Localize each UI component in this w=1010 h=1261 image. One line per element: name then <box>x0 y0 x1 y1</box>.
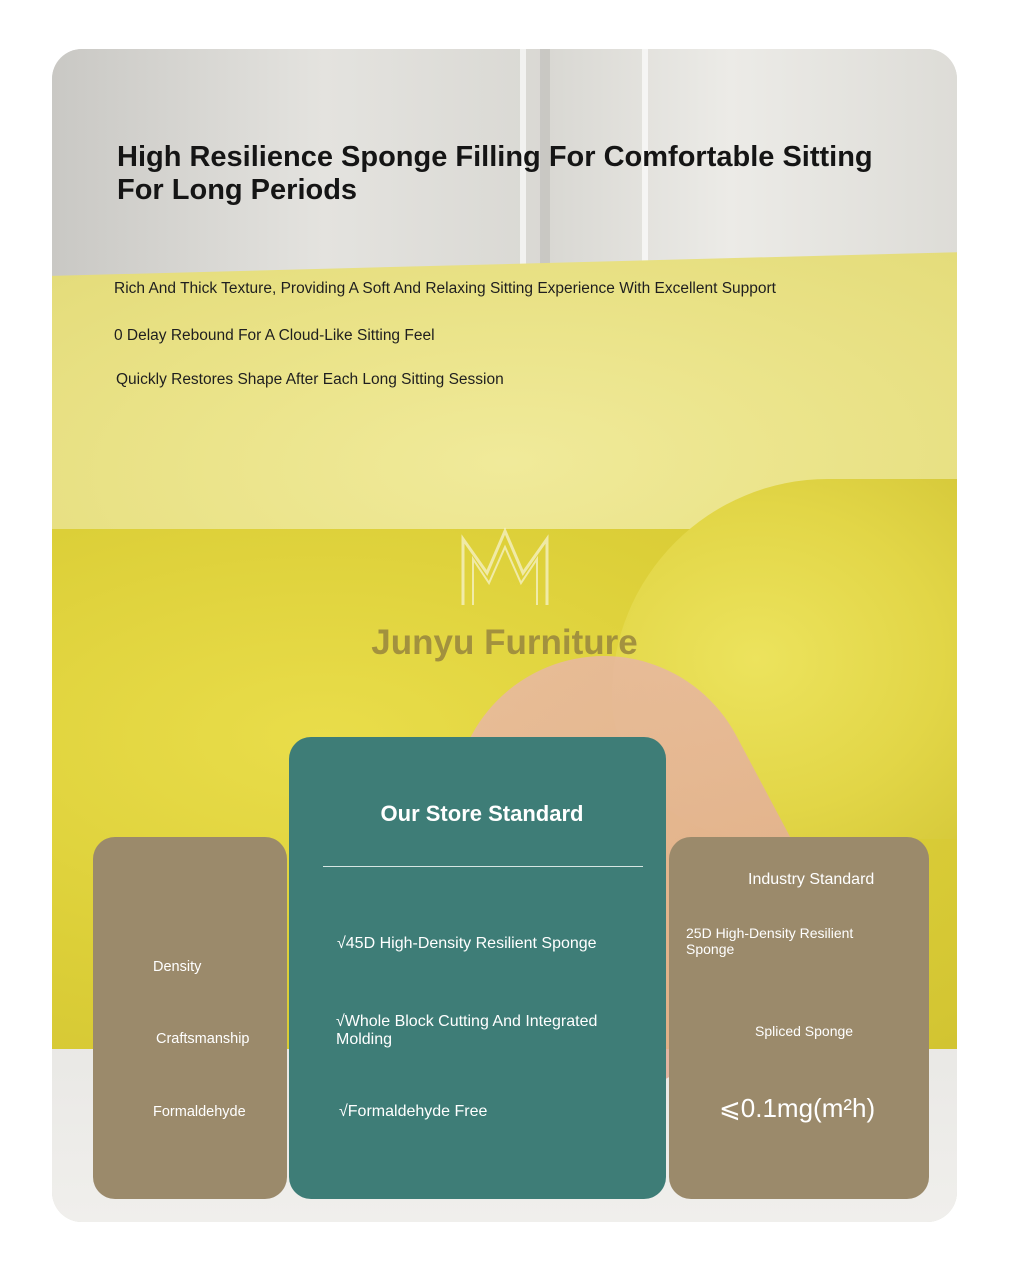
industry-item-formaldehyde: ⩽0.1mg(m²h) <box>719 1093 876 1123</box>
feature-text: Rich And Thick Texture, Providing A Soft And Relaxing Sitting Experience With Excellent Support <box>114 280 776 297</box>
store-item-density: √45D High-Density Resilient Sponge <box>337 935 597 952</box>
store-item-formaldehyde: √Formaldehyde Free <box>339 1103 488 1120</box>
criteria-column <box>93 837 287 1199</box>
divider <box>323 866 643 867</box>
industry-item-density: 25D High-Density Resilient Sponge <box>686 925 854 957</box>
store-standard-heading: Our Store Standard <box>380 801 584 826</box>
industry-standard-column <box>669 837 929 1199</box>
page-title: High Resilience Sponge Filling For Comfortable Sitting For Long Periods <box>117 141 873 206</box>
feature-text: 0 Delay Rebound For A Cloud-Like Sitting Feel <box>114 327 435 344</box>
criteria-label-craftsmanship: Craftsmanship <box>156 1031 250 1047</box>
product-feature-card <box>52 49 957 1222</box>
crown-logo-icon <box>457 525 553 609</box>
brand-watermark: Junyu Furniture <box>371 623 638 662</box>
industry-standard-heading: Industry Standard <box>748 871 875 888</box>
industry-item-craftsmanship: Spliced Sponge <box>755 1023 854 1039</box>
feature-text: Quickly Restores Shape After Each Long Sitting Session <box>116 371 504 388</box>
criteria-label-formaldehyde: Formaldehyde <box>153 1104 246 1120</box>
criteria-label-density: Density <box>153 959 202 975</box>
store-item-craftsmanship: √Whole Block Cutting And Integrated Molding <box>336 1013 598 1048</box>
